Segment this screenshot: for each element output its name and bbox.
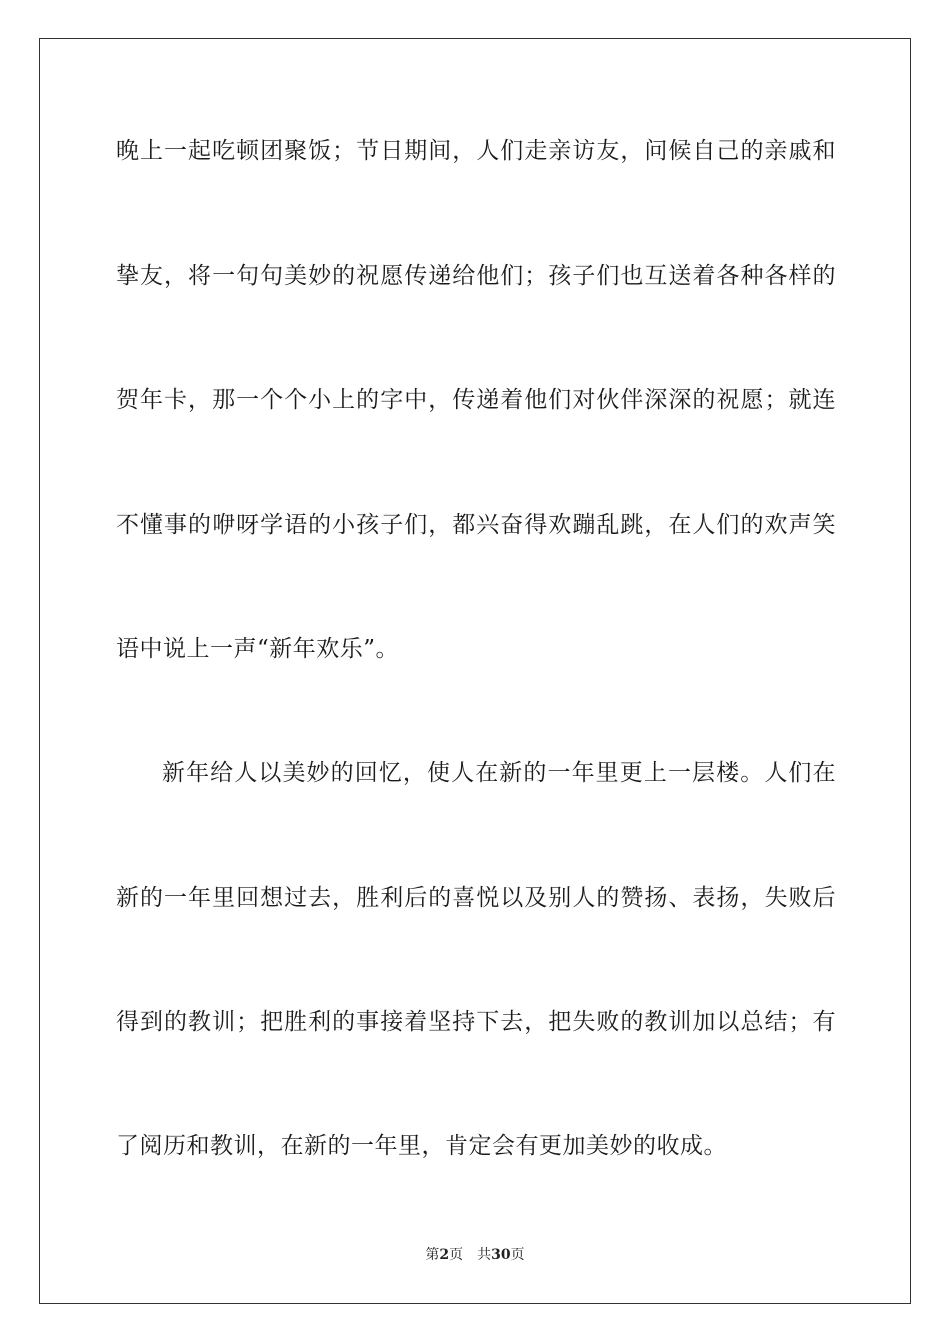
paragraph-2-line-1: 新年给人以美妙的回忆，使人在新的一年里更上一层楼。人们在 [162, 760, 836, 786]
current-page-number: 2 [439, 1247, 450, 1263]
paragraph-1-line-5: 语中说上一声“新年欢乐”。 [116, 636, 400, 662]
paragraph-2-line-2: 新的一年里回想过去，胜利后的喜悦以及别人的赞扬、表扬，失败后 [116, 885, 836, 911]
paragraph-1-line-2: 挚友，将一句句美妙的祝愿传递给他们；孩子们也互送着各种各样的 [116, 263, 836, 289]
total-suffix: 页 [510, 1247, 525, 1263]
page-prefix: 第 [425, 1247, 440, 1263]
total-prefix: 共 [477, 1247, 492, 1263]
paragraph-1-line-4: 不懂事的咿呀学语的小孩子们，都兴奋得欢蹦乱跳，在人们的欢声笑 [116, 512, 836, 538]
page-footer [0, 1246, 950, 1264]
paragraph-1-line-1: 晚上一起吃顿团聚饭；节日期间，人们走亲访友，问候自己的亲戚和 [116, 138, 836, 164]
paragraph-2-line-4: 了阅历和教训，在新的一年里，肯定会有更加美妙的收成。 [116, 1133, 727, 1159]
total-page-count: 30 [491, 1247, 511, 1263]
page-border [39, 38, 911, 1304]
paragraph-2-line-3: 得到的教训；把胜利的事接着坚持下去，把失败的教训加以总结；有 [116, 1009, 836, 1035]
paragraph-1-line-3: 贺年卡，那一个个小上的字中，传递着他们对伙伴深深的祝愿；就连 [116, 387, 836, 413]
page-suffix: 页 [449, 1247, 464, 1263]
